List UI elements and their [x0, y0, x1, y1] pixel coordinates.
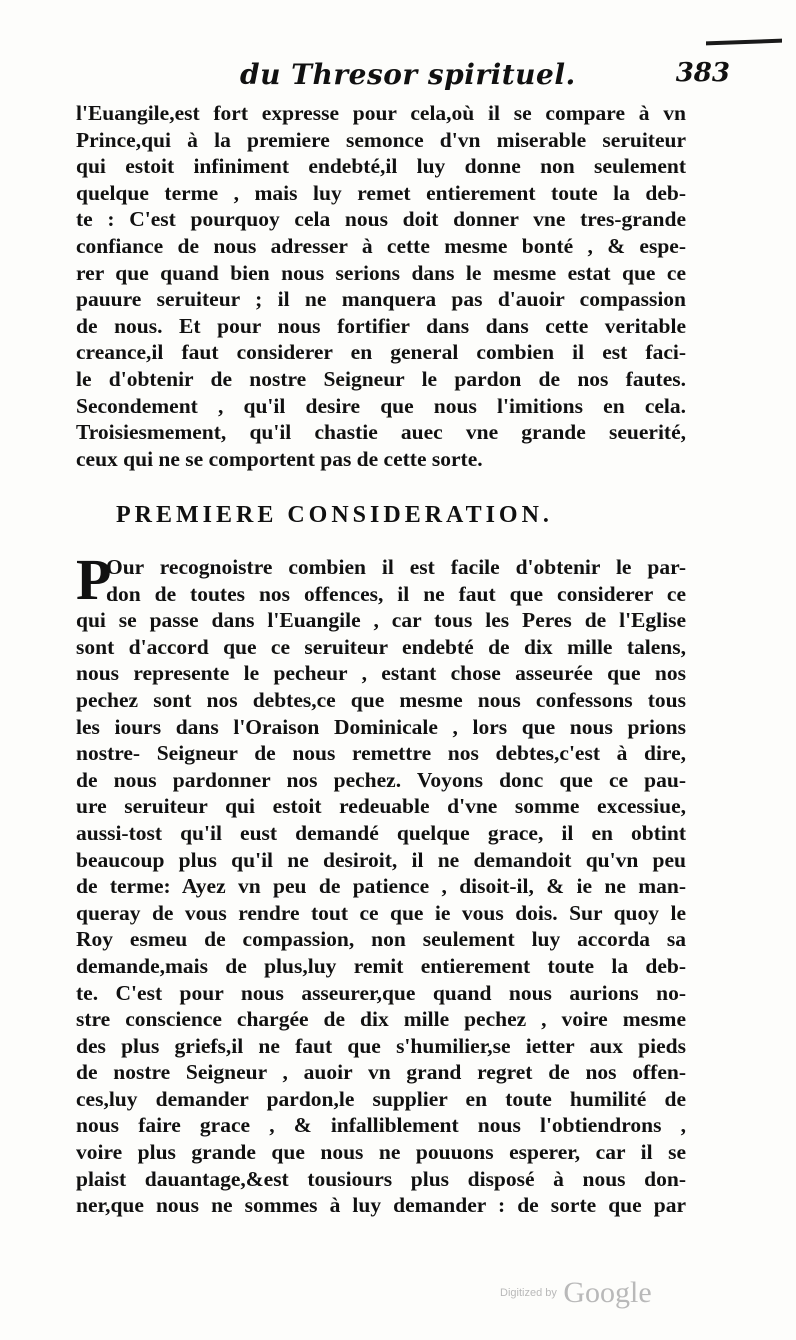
text-line: de terme: Ayez vn peu de patience , disoit-il, & ie ne man-	[76, 874, 686, 899]
text-line: ces,luy demander pardon,le supplier en toute humilité de	[76, 1086, 686, 1111]
page-number: 383	[675, 58, 730, 88]
text-line: Secondement , qu'il desire que nous l'imitions en cela.	[76, 393, 686, 418]
text-line: l'Euangile,est fort expresse pour cela,où il se compare à vn	[76, 101, 686, 125]
text-line: de nous pardonner nos pechez. Voyons donc que ce pau-	[76, 767, 686, 792]
watermark-prefix: Digitized by	[500, 1287, 557, 1299]
text-line: de nous. Et pour nous fortifier dans dans cette veritable	[76, 313, 686, 338]
text-line: Troisiesmement, qu'il chastie auec vne grande seuerité,	[76, 420, 686, 445]
text-line: nous represente le pecheur , estant chose asseurée que nos	[76, 661, 686, 686]
body-paragraph	[76, 547, 686, 1219]
page-edge-mark	[706, 39, 782, 46]
text-line: Our recognoistre combien il est facile d'obtenir le par-	[106, 555, 686, 579]
text-line: nous faire grace , & infalliblement nous l'obtiendrons ,	[76, 1113, 686, 1138]
text-line: ure seruiteur qui estoit redeuable d'vne somme excessiue,	[76, 794, 686, 819]
running-head	[70, 58, 730, 98]
text-line: aussi-tost qu'il eust demandé quelque grace, il en obtint	[76, 820, 686, 845]
drop-cap: P	[76, 547, 112, 612]
text-line: confiance de nous adresser à cette mesme bonté , & espe-	[76, 233, 686, 258]
text-line: le d'obtenir de nostre Seigneur le pardon de nos fautes.	[76, 366, 686, 391]
text-line: ner,que nous ne sommes à luy demander : de sorte que par	[76, 1193, 686, 1218]
text-line: plaist dauantage,&est tousiours plus disposé à nous don-	[76, 1166, 686, 1191]
text-line: des plus griefs,il ne faut que s'humilier,se ietter aux pieds	[76, 1033, 686, 1058]
text-line: te : C'est pourquoy cela nous doit donner vne tres-grande	[76, 207, 686, 232]
text-line: rer que quand bien nous serions dans le mesme estat que ce	[76, 260, 686, 285]
text-line: te. C'est pour nous asseurer,que quand nous aurions no-	[76, 980, 686, 1005]
text-line: les iours dans l'Oraison Dominicale , lors que nous prions	[76, 714, 686, 739]
text-line: creance,il faut considerer en general combien il est faci-	[76, 340, 686, 365]
text-line: sont d'accord que ce seruiteur endebté de dix mille talens,	[76, 634, 686, 659]
text-line: pauure seruiteur ; il ne manquera pas d'auoir compassion	[76, 287, 686, 312]
text-line: qui se passe dans l'Euangile , car tous les Peres de l'Eglise	[76, 608, 686, 633]
text-line: beaucoup plus qu'il ne desiroit, il ne demandoit qu'vn peu	[76, 847, 686, 872]
running-head-title: du Thresor spirituel.	[240, 58, 576, 91]
text-line: demande,mais de plus,luy remit entierement toute la deb-	[76, 953, 686, 978]
digitized-watermark	[500, 1276, 652, 1310]
text-line: qui estoit infiniment endebté,il luy donne non seulement	[76, 154, 686, 179]
section-heading: PREMIERE CONSIDERATION.	[116, 502, 553, 528]
text-line: don de toutes nos offences, il ne faut que considerer ce	[106, 581, 686, 606]
text-line: queray de vous rendre tout ce que ie vous dois. Sur quoy le	[76, 900, 686, 925]
intro-paragraph	[76, 100, 686, 472]
text-line: voire plus grande que nous ne pouuons esperer, car il se	[76, 1140, 686, 1165]
text-line: pechez sont nos debtes,ce que mesme nous confessons tous	[76, 687, 686, 712]
text-line: Prince,qui à la premiere semonce d'vn miserable seruiteur	[76, 127, 686, 152]
watermark-brand: Google	[563, 1276, 652, 1309]
text-line: de nostre Seigneur , auoir vn grand regret de nos offen-	[76, 1060, 686, 1085]
text-line: ceux qui ne se comportent pas de cette sorte.	[76, 446, 483, 471]
text-line: quelque terme , mais luy remet entierement toute la deb-	[76, 180, 686, 205]
text-line: stre conscience chargée de dix mille pechez , voire mesme	[76, 1007, 686, 1032]
text-line: Roy esmeu de compassion, non seulement luy accorda sa	[76, 927, 686, 952]
text-line: nostre- Seigneur de nous remettre nos debtes,c'est à dire,	[76, 741, 686, 766]
